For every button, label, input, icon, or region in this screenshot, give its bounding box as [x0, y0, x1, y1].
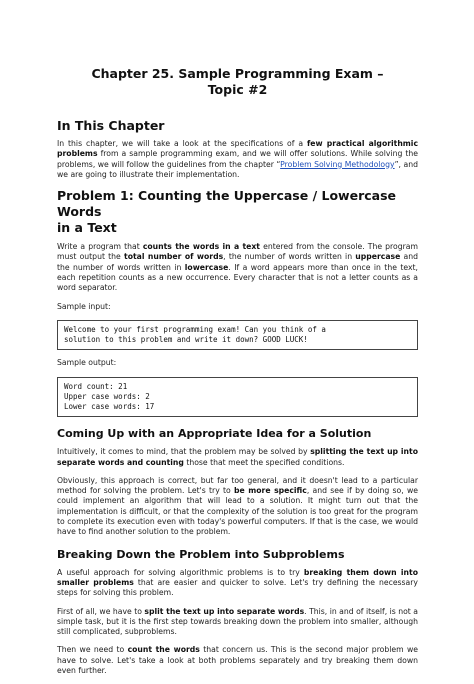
bold-run: uppercase [355, 252, 401, 262]
sample-input-label: Sample input: [57, 301, 111, 311]
bold-run: breaking them down into smaller problems [57, 567, 418, 587]
chapter-title-line1: Chapter 25. Sample Programming Exam – [91, 66, 384, 81]
bold-run: total number of words [124, 252, 224, 262]
text-run: that concern us. This is the second major problem we have to solve. Let's take a look at both problems separately and try breaking them down even further. [57, 645, 419, 676]
text-run: that are easier and quicker to solve. Let's try defining the necessary steps for solving this problem. [57, 577, 418, 598]
text-run: In this chapter, we will take a look at the specifications of a [57, 139, 307, 148]
problem-1-description [57, 242, 418, 293]
code-line: solution to this problem and write it down? GOOD LUCK! [64, 335, 308, 345]
breaking-paragraph-1 [57, 568, 418, 599]
bold-run: split the text up into separate words [144, 606, 305, 616]
idea-heading: Coming Up with an Appropriate Idea for a Solution [57, 427, 372, 441]
problem-solving-methodology-link[interactable]: Problem Solving Methodology [280, 159, 395, 169]
breaking-paragraph-3 [57, 645, 418, 676]
code-line: Welcome to your first programming exam! Can you think of a [64, 324, 326, 334]
text-run: . If a word appears more than once in the text, each repetition counts as a new occurrence. Every character that is not a letter counts as a word separator. [57, 262, 418, 293]
text-run: First of all, we have to [57, 606, 145, 616]
chapter-title-line2: Topic #2 [207, 82, 268, 97]
bold-run: count the words [127, 645, 200, 655]
text-run: Then we need to [57, 645, 128, 655]
breaking-down-heading: Breaking Down the Problem into Subproblems [57, 547, 345, 561]
idea-paragraph-2 [57, 476, 418, 538]
page-content [57, 66, 418, 684]
idea-paragraph-1 [57, 447, 418, 468]
bold-run: splitting the text up into separate words and counting [57, 447, 418, 467]
text-run: . This, in and of itself, is not a simple task, but it is the first step towards breaking down the problem into smaller, although still complicated, subproblems. [57, 606, 418, 637]
text-run: Write a program that [57, 242, 143, 252]
problem-1-heading-line1: Problem 1: Counting the Uppercase / Lowercase Words [57, 188, 396, 220]
problem-1-heading [57, 188, 418, 236]
problem-1-heading-line2: in a Text [57, 220, 117, 236]
bold-run: be more specific [234, 486, 307, 496]
text-run: , the number of words written in [223, 252, 356, 262]
code-line: Lower case words: 17 [64, 402, 155, 412]
sample-output-box [57, 377, 418, 418]
code-line: Word count: 21 [64, 381, 128, 391]
sample-output-label: Sample output: [57, 358, 117, 368]
code-line: Upper case words: 2 [64, 391, 150, 401]
text-run: entered from the console. The program must output the [57, 242, 418, 262]
text-run: those that meet the specified conditions. [183, 457, 345, 467]
sample-input-box [57, 320, 418, 350]
text-run: Intuitively, it comes to mind, that the problem may be solved by [57, 447, 311, 457]
bold-run: counts the words in a text [142, 242, 260, 252]
in-this-chapter-heading: In This Chapter [57, 118, 165, 133]
text-run: , and see if by doing so, we could implement an algorithm that will lead to a solution. It might turn out that the implementation is difficult, or that the complexity of the solution is too great for the program to complete its execution even with today's powerful computers. If that is the case, we would have to find another solution to the problem. [57, 486, 418, 537]
chapter-intro-paragraph [57, 139, 418, 180]
text-run: from a sample programming exam, and we will offer solutions. While solving the problems, we will follow the guidelines from the chapter “ [57, 149, 418, 169]
text-run: ”, and we are going to illustrate their implementation. [57, 159, 418, 179]
text-run: and the number of words written in [57, 252, 419, 272]
bold-run: few practical algorithmic problems [57, 139, 418, 159]
text-run: A useful approach for solving algorithmic problems is to try [57, 567, 304, 577]
text-run: Obviously, this approach is correct, but far too general, and it doesn't lead to a particular method for solving the problem. Let's try to [57, 475, 418, 496]
chapter-title [57, 66, 418, 98]
breaking-paragraph-2 [57, 607, 418, 638]
bold-run: lowercase [184, 262, 229, 272]
